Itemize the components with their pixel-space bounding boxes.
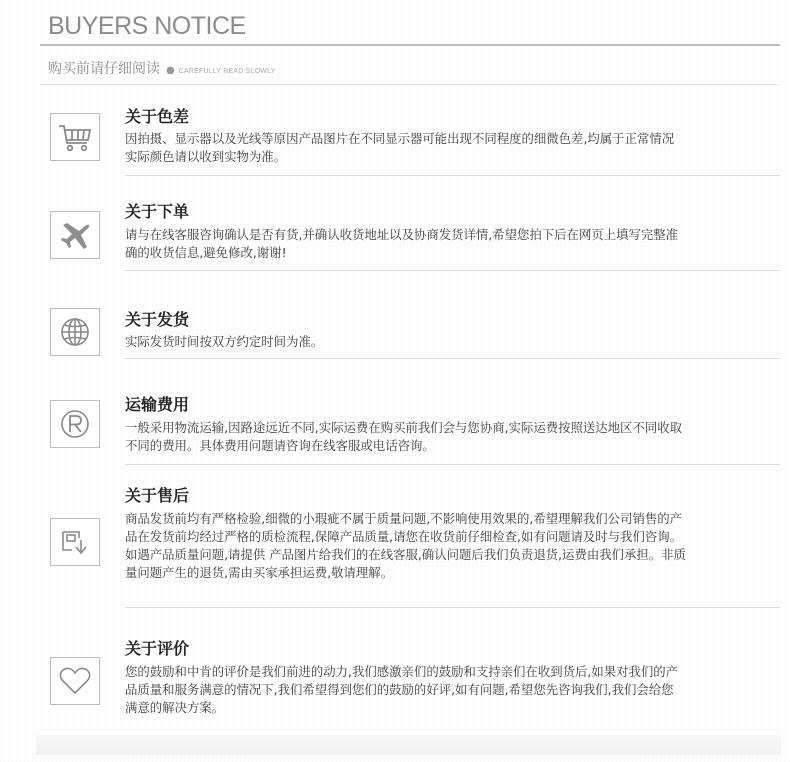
airplane-icon [59, 219, 91, 251]
section-text [125, 419, 745, 455]
icon-frame [50, 657, 100, 705]
registered-icon [58, 407, 92, 441]
return-box-icon [59, 526, 91, 558]
section-title: 运输费用 [125, 395, 190, 414]
text-line: 实际颜色请以收到实物为准。 [125, 149, 287, 164]
subtitle-dot: ● [166, 65, 175, 76]
section-text [125, 130, 745, 166]
section-divider [125, 175, 780, 176]
text-line: 请与在线客服咨询确认是否有货,并确认收货地址以及协商发货详情,希望您拍下后在网页上填写完整准 [125, 227, 679, 242]
header-divider [40, 44, 780, 46]
text-line: 您的鼓励和中肯的评价是我们前进的动力,我们感激亲们的鼓励和支持亲们在收到货后,如果对我们的产 [125, 664, 679, 679]
section-text [125, 510, 745, 582]
section-text [125, 663, 745, 717]
text-line: 一般采用物流运输,因路途远近不同,实际运费在购买前我们会与您协商,实际运费按照送达地区不同收取 [125, 420, 683, 435]
icon-frame [50, 211, 100, 259]
section-text [125, 333, 745, 351]
section-text [125, 226, 745, 262]
text-line: 商品发货前均有严格检验,细微的小瑕疵不属于质量问题,不影响使用效果的,希望理解我们公司销售的产 [125, 511, 683, 526]
section-divider [125, 464, 780, 465]
text-line: 量问题产生的退货,需由买家承担运费,敬请理解。 [125, 565, 394, 580]
text-line: 确的收货信息,避免修改,谢谢! [125, 245, 287, 260]
icon-frame [50, 518, 100, 566]
text-line: 因拍摄、显示器以及光线等原因产品图片在不同显示器可能出现不同程度的细微色差,均属于正常情况 [125, 131, 675, 146]
globe-icon [58, 315, 92, 349]
section-title: 关于色差 [125, 107, 190, 126]
text-line: 如遇产品质量问题,请提供 产品图片给我们的在线客服,确认问题后我们负责退货,运费由我们承担。非质 [125, 547, 686, 562]
text-line: 品质量和服务满意的情况下,我们希望得到您们的鼓励的好评,如有问题,希望您先咨询我们,我们会给您 [125, 682, 674, 697]
shopping-cart-icon [57, 121, 93, 153]
section-divider [125, 607, 780, 608]
text-line: 满意的解决方案。 [125, 700, 225, 715]
section-title: 关于售后 [125, 486, 190, 505]
section-divider [125, 270, 780, 271]
subtitle-divider [40, 84, 780, 85]
heart-icon [58, 666, 92, 696]
bottom-shade [36, 735, 781, 755]
text-line: 实际发货时间按双方约定时间为准。 [125, 334, 324, 349]
subtitle-en: CAREFULLY READ SLOWLY [178, 68, 276, 75]
icon-frame [50, 308, 100, 356]
subtitle-cn: 购买前请仔细阅读 [48, 61, 160, 77]
icon-frame [50, 113, 100, 161]
section-title: 关于下单 [125, 202, 190, 221]
page-title: BUYERS NOTICE [48, 12, 246, 40]
text-line: 不同的费用。具体费用问题请咨询在线客服或电话咨询。 [125, 438, 435, 453]
section-divider [125, 358, 780, 359]
subtitle [48, 58, 276, 78]
text-line: 品在发货前均经过严格的质检流程,保障产品质量,请您在收货前仔细检查,如有问题请及时与我们咨询。 [125, 529, 683, 544]
section-title: 关于发货 [125, 310, 190, 329]
icon-frame [50, 400, 100, 448]
section-title: 关于评价 [125, 639, 190, 658]
